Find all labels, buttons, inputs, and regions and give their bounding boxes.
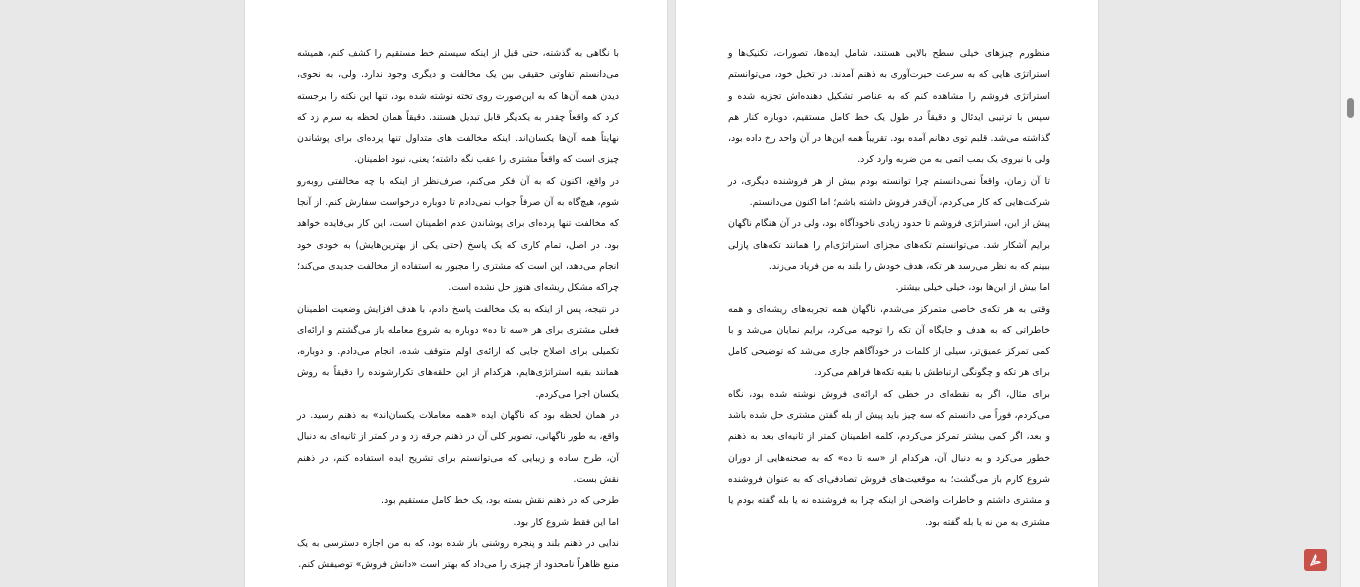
scrollbar-thumb[interactable] [1347,98,1354,118]
pdf-glyph-icon [1308,553,1323,568]
paragraph: در نتیجه، پس از اینکه به یک مخالفت پاسخ دادم، با هدف افزایش وضعیت اطمینان فعلی مشتری برای هر «سه تا ده» دوباره به شروع معامله باز می‌گشتم و ارائه‌ای تکمیلی برای اصلاح جایی که ارائه‌ی اولم متوقف شده، انجام می‌دادم. و دوباره، همانند بقیه استراتژی‌هایم، هرکدام از این حلقه‌های تکرارشونده را دقیقاً به روش یکسان اجرا می‌کردم. [297,303,619,400]
paragraph: طرحی که در ذهنم نقش بسته بود، یک خط کامل مستقیم بود. [381,495,619,507]
document-page-left [245,0,667,587]
paragraph: در واقع، اکنون که به آن فکر می‌کنم، صرف‌نظر از اینکه با چه مخالفتی روبه‌رو شوم، هیچ‌گاه به آن صرفاً جواب نمی‌دادم تا دوباره درخواست سفارش کنم. از آنجا که مخالفت تنها پرده‌ای برای پوشاندن عدم اطمینان است، این کار بی‌فایده خواهد بود. در اصل، تمام کاری که یک پاسخ (حتی یکی از بهترین‌هایش) به خودی خود انجام می‌دهد، این است که مشتری را مجبور به استفاده از مخالفت جدیدی می‌کند؛ چراکه مشکل ریشه‌ای هنوز حل نشده است. [297,175,619,294]
paragraph: ندایی در ذهنم بلند و پنجره روشنی باز شده بود، که به من اجازه دسترسی به یک منبع ظاهراً نامحدود از چیزی را می‌داد که بهتر است «دانش فروش» توصیفش کنم. [297,537,619,571]
paragraph: منظورم چیزهای خیلی سطح بالایی هستند، شامل ایده‌ها، تصورات، تکنیک‌ها و استراتژی هایی که به سرعت حیرت‌آوری به ذهنم آمدند. در تخیل خود، می‌توانستم استراتژی فروشم را مشاهده کنم که به عناصر تشکیل دهنده‌اش تجزیه شده و سپس با ترتیبی ایدئال و دقیقاً در طول یک خط کامل مستقیم، دوباره کنار هم گذاشته می‌شد. قلبم توی دهانم آمده بود. تقریباً همه این‌ها در آن واحد رخ داده بود، ولی با نیروی یک بمب اتمی به من ضربه وارد کرد. [728,48,1050,166]
paragraph: در همان لحظه بود که ناگهان ایده «همه معاملات یکسان‌اند» به ذهنم رسید. در واقع، به طور ناگهانی، تصویر کلی آن در ذهنم جرقه زد و در کمتر از ثانیه‌ای به دنبال آن، طرح ساده و زیبایی که می‌توانستم برای تشریح ایده استفاده کنم، در ذهنم نقش بست. [297,410,619,485]
page-text-left [297,43,619,575]
paragraph: با نگاهی به گذشته، حتی قبل از اینکه سیستم خط مستقیم را کشف کنم، همیشه می‌دانستم تفاوتی حقیقی بین یک مخالفت و دیگری وجود ندارد. ولی، به نحوی، دیدن همه آن‌ها که به این‌صورت روی تخته نوشته شده بود، تنها این نکته را برجسته کرد که واقعاً چقدر به یکدیگر قابل تبدیل هستند. دقیقاً همان لحظه به سرم زد که نهایتاً همه آن‌ها یکسان‌اند. اینکه مخالفت های متداول تنها پرده‌ای برای پوشاندن چیزی است که واقعاً مشتری را عقب نگه داشته؛ یعنی، نبود اطمینان. [297,48,619,166]
paragraph: تا آن زمان، واقعاً نمی‌دانستم چرا توانسته بودم بیش از هر فروشنده دیگری، در شرکت‌هایی که کار می‌کردم، آن‌قدر فروش داشته باشم؛ اما اکنون می‌دانستم. [728,175,1050,209]
paragraph: اما بیش از این‌ها بود، خیلی خیلی بیشتر. [895,282,1050,294]
paragraph: پیش از این، استراتژی فروشم تا حدود زیادی ناخودآگاه بود، ولی در آن هنگام ناگهان برایم آشکار شد. می‌توانستم تکه‌های مجزای استراتژی‌ام را همانند تکه‌های پازلی ببینم که به نظر می‌رسد هر تکه، هدف خودش را بلند به من فریاد می‌زند. [728,218,1050,272]
document-page-right [676,0,1098,587]
paragraph: اما این فقط شروع کار بود. [513,516,619,528]
pdf-acrobat-icon[interactable] [1304,549,1327,571]
paragraph: برای مثال، اگر به نقطه‌ای در خطی که ارائه‌ی فروش نوشته شده بود، نگاه می‌کردم، فوراً می دانستم که سه چیز باید پیش از بله گفتن مشتری حل شده باشد و بعد، اگر کمی بیشتر تمرکز می‌کردم، کلمه اطمینان کمتر از ثانیه‌ای بعد به ذهنم خطور می‌کرد و به دنبال آن، هرکدام از «سه تا ده» که به صحنه‌هایی از دوران شروع کارم باز می‌گشت؛ به موقعیت‌های فروش تصادفی‌ای که به عنوان فروشنده و مشتری داشتم و خاطرات واضحی از اینکه چرا به فروشنده نه یا بله گفته بودم یا مشتری به من نه یا بله گفته بود. [728,388,1050,528]
paragraph: وقتی به هر تکه‌ی خاصی متمرکز می‌شدم، ناگهان همه تجربه‌های ریشه‌ای و همه خاطراتی که به هدف و جایگاه آن تکه را توجیه می‌کرد، برایم نمایان می‌شد و با کمی تمرکز عمیق‌تر، سیلی از کلمات در خودآگاهم جاری می‌شد که توضیحی کامل برای هر تکه و چگونگی ارتباطش با بقیه تکه‌ها فراهم می‌کرد. [728,303,1050,379]
page-text-right [728,43,1050,533]
vertical-scrollbar[interactable] [1340,0,1360,587]
